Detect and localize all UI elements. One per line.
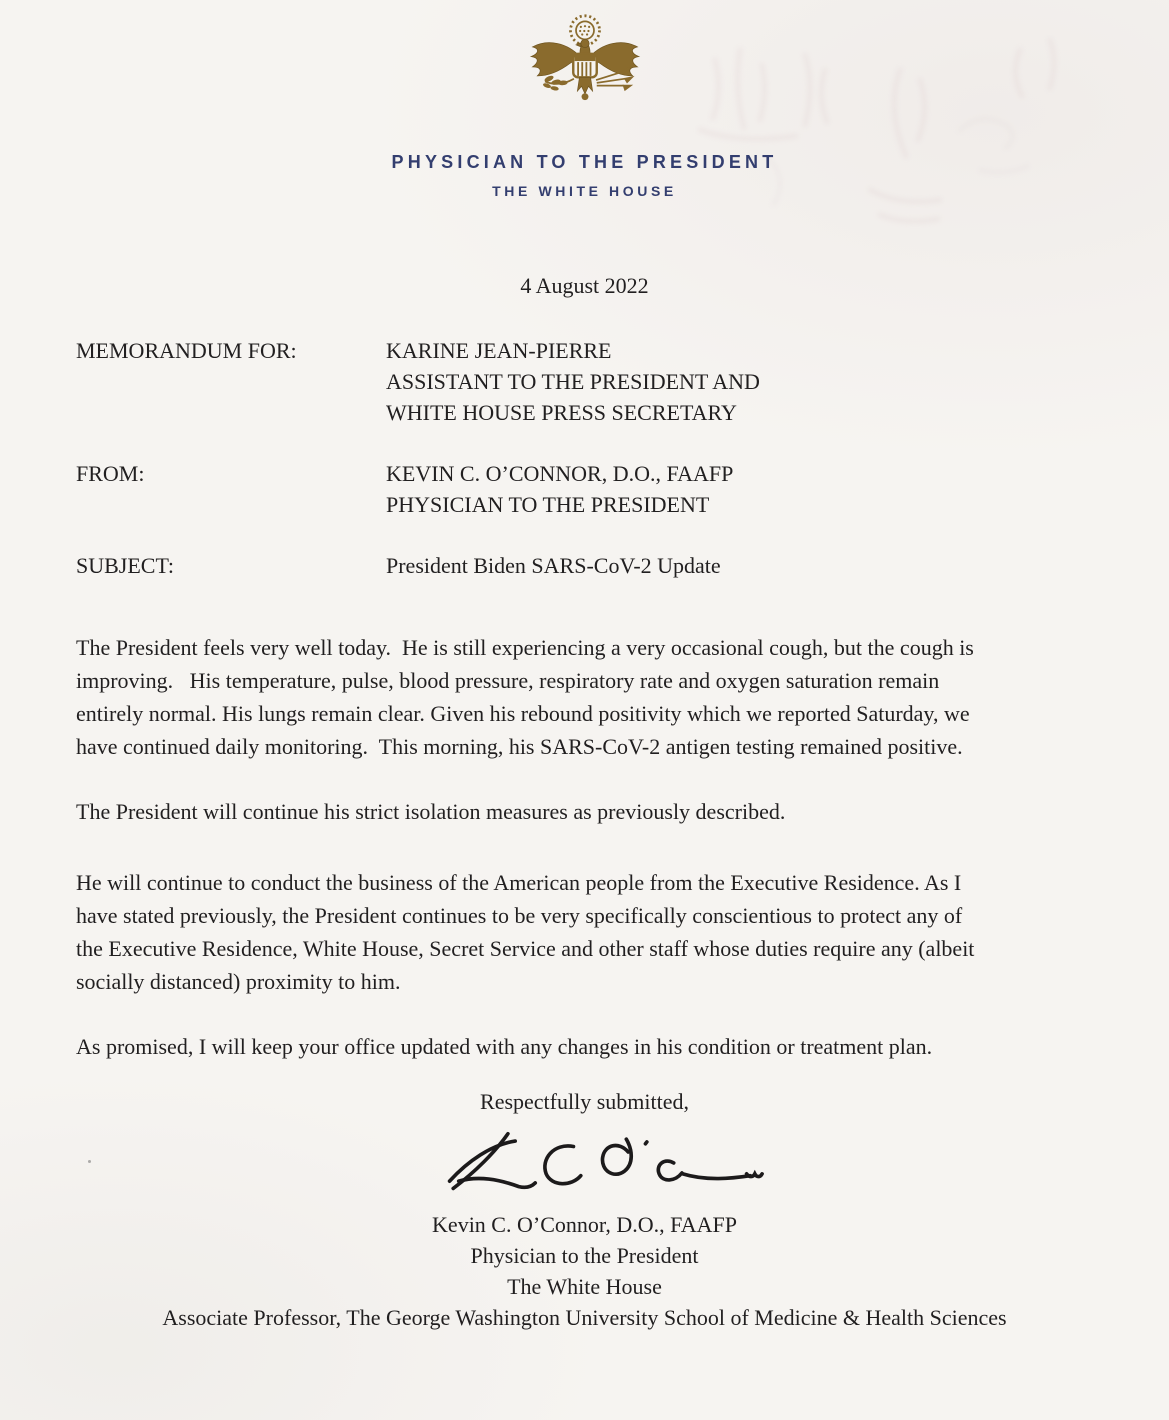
memo-row-from — [76, 458, 1106, 520]
paragraph-status-update: The President feels very well today. He is still experiencing a very occasional cough, but the cough is improving. His temperature, pulse, blood pressure, respiratory rate and oxygen saturation remain entirely normal. His lungs remain clear. Given his rebound positivity which we reported Saturday, we have continued daily monitoring. This morning, his SARS-CoV-2 antigen testing remained positive. — [76, 635, 974, 759]
closing-salutation: Respectfully submitted, — [480, 1089, 689, 1114]
signature-block — [0, 1209, 1169, 1333]
scan-speck-artifact — [88, 1160, 91, 1163]
great-seal-eagle-icon — [509, 10, 661, 146]
memo-recipient: KARINE JEAN-PIERRE ASSISTANT TO THE PRESIDENT AND WHITE HOUSE PRESS SECRETARY — [386, 338, 760, 425]
memo-date: 4 August 2022 — [520, 273, 649, 298]
signer-title: Physician to the President — [470, 1243, 699, 1268]
memo-subject: President Biden SARS-CoV-2 Update — [386, 553, 721, 578]
handwritten-signature-icon — [424, 1121, 774, 1203]
memo-body — [76, 631, 1111, 1063]
memo-label: SUBJECT: — [76, 553, 174, 578]
memo-header — [76, 335, 1106, 581]
letterhead-title: PHYSICIAN TO THE PRESIDENT — [391, 152, 778, 172]
memo-row-memorandum-for — [76, 335, 1106, 428]
memo-sender: KEVIN C. O’CONNOR, D.O., FAAFP PHYSICIAN TO THE PRESIDENT — [386, 461, 734, 517]
paragraph-residence: He will continue to conduct the business of the American people from the Executive Residence. As I have stated previously, the President continues to be very specifically conscientious to protect any of the Executive Residence, White House, Secret Service and other staff whose duties require any (albeit socially distanced) proximity to him. — [76, 870, 975, 994]
signer-organization: The White House — [507, 1274, 662, 1299]
signer-affiliation: Associate Professor, The George Washington University School of Medicine & Health Sciences — [162, 1305, 1007, 1330]
signature — [0, 1121, 1169, 1207]
paragraph-promise: As promised, I will keep your office updated with any changes in his condition or treatment plan. — [76, 1034, 933, 1059]
memo-row-subject — [76, 550, 1106, 581]
paragraph-isolation: The President will continue his strict isolation measures as previously described. — [76, 799, 786, 824]
letterhead-subtitle: THE WHITE HOUSE — [492, 183, 677, 199]
signer-name: Kevin C. O’Connor, D.O., FAAFP — [432, 1212, 737, 1237]
memo-label: MEMORANDUM FOR: — [76, 338, 297, 363]
letterhead — [0, 0, 1169, 199]
memo-label: FROM: — [76, 461, 145, 486]
